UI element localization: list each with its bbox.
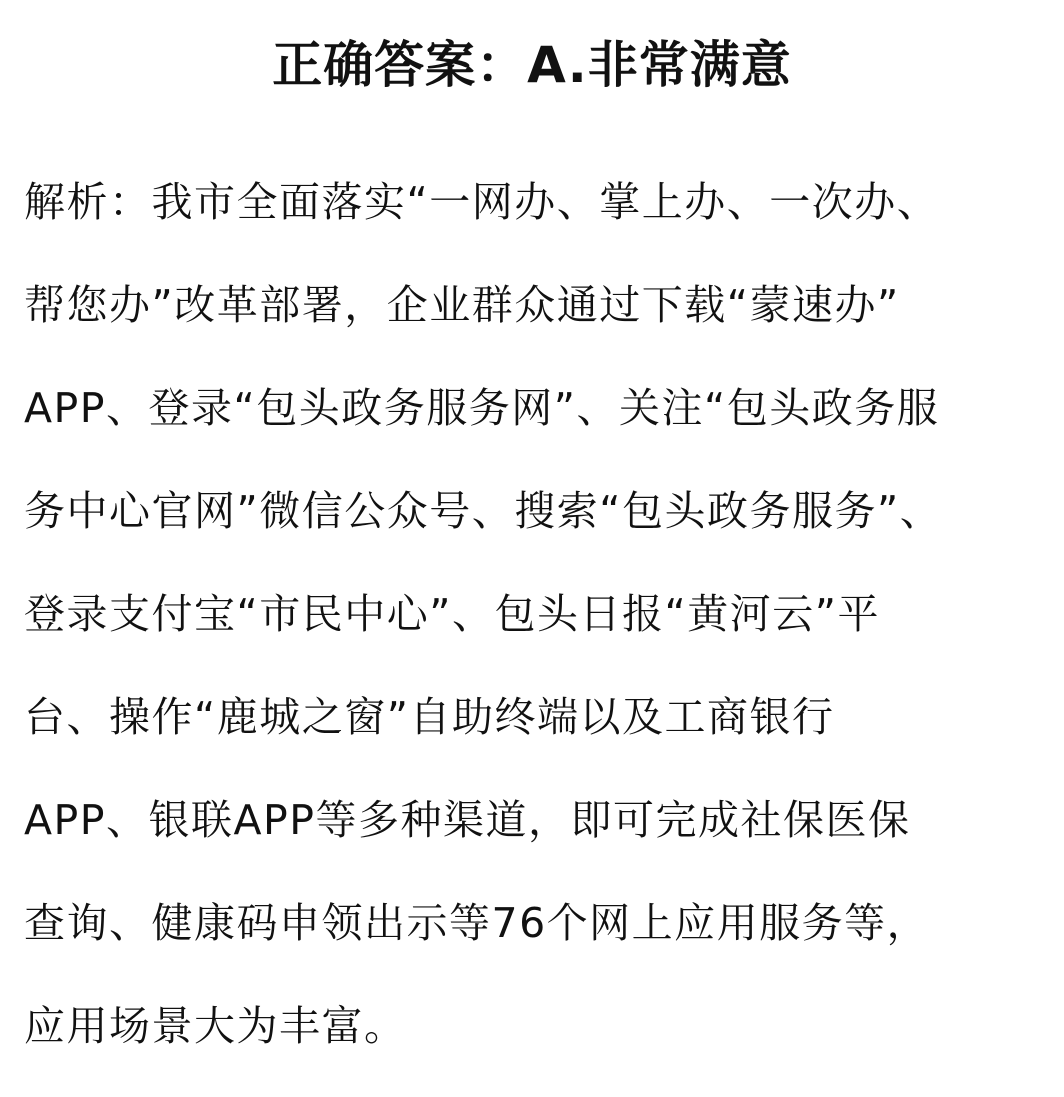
explanation-line: 登录支付宝“市民中心”、包头日报“黄河云”平 [24, 590, 880, 638]
explanation-text [24, 170, 1040, 1097]
explanation-line: 应用场景大为丰富。 [24, 1002, 407, 1050]
explanation-line: 务中心官网”微信公众号、搜索“包头政务服务”、 [24, 487, 943, 535]
explanation-line: APP、银联APP等多种渠道，即可完成社保医保 [24, 796, 911, 844]
explanation-line: 台、操作“鹿城之窗”自助终端以及工商银行 [24, 693, 835, 741]
explanation-line: APP、登录“包头政务服务网”、关注“包头政务服 [24, 384, 940, 432]
explanation-line: 解析：我市全面落实“一网办、掌上办、一次办、 [24, 178, 940, 226]
answer-title: 正确答案：A.非常满意 [272, 36, 792, 94]
explanation-line: 查询、健康码申领出示等76个网上应用服务等， [24, 899, 930, 947]
explanation-line: 帮您办”改革部署，企业群众通过下载“蒙速办” [24, 281, 900, 329]
